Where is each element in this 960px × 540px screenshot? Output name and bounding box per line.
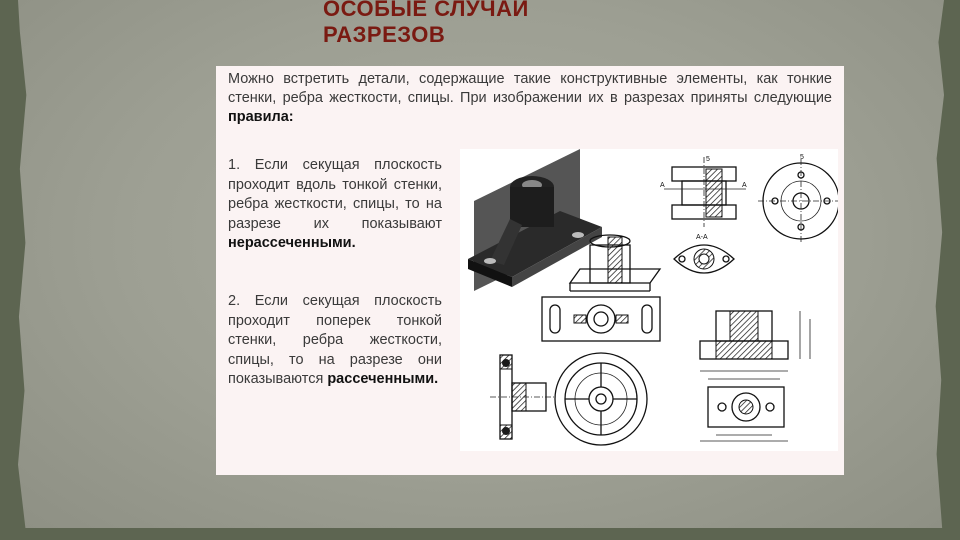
drawings-svg bbox=[460, 149, 838, 451]
rule-1 bbox=[228, 156, 442, 254]
wheel-front-view bbox=[555, 353, 647, 445]
slide-title bbox=[323, 0, 529, 48]
mark-5b-label: 5 bbox=[800, 154, 804, 161]
rule-1-text: 1. Если секущая плоскость проходит вдоль тонкой стенки, ребра жесткости, спицы, то на разрезе их показывают bbox=[228, 157, 442, 232]
intro-text: Можно встретить детали, содержащие такие конструктивные элементы, как тонкие стенки, ребра жесткости, спицы. При изображении их в разрезах приняты следующие bbox=[228, 71, 832, 106]
section-a-left: А bbox=[660, 182, 665, 189]
slide-title-line1: ОСОБЫЕ СЛУЧАИ bbox=[323, 0, 529, 21]
section-aa-label: А-А bbox=[696, 234, 708, 241]
technical-drawings bbox=[460, 149, 838, 451]
intro-paragraph bbox=[228, 70, 832, 127]
section-a-right: А bbox=[742, 182, 747, 189]
slide-title-line2: РАЗРЕЗОВ bbox=[323, 22, 446, 47]
isometric-part-drawing bbox=[468, 149, 602, 291]
flange-top-view bbox=[758, 154, 838, 243]
wheel-side-section bbox=[490, 355, 556, 439]
rule-2 bbox=[228, 292, 442, 390]
rule-2-text: 2. Если секущая плоскость проходит поперек тонкой стенки, ребра жесткости, спицы, то на разрезе они показываются bbox=[228, 293, 442, 387]
rule-2-bold: рассеченными. bbox=[327, 371, 439, 387]
section-aa-drawing bbox=[674, 234, 734, 273]
intro-bold: правила: bbox=[228, 109, 294, 125]
slotted-plate-drawing bbox=[542, 297, 660, 341]
rule-1-bold: нерассеченными. bbox=[228, 235, 356, 251]
front-section-drawing bbox=[660, 156, 747, 227]
mark-5-label: 5 bbox=[706, 156, 710, 163]
content-card bbox=[216, 66, 844, 475]
dimensioned-part-drawing bbox=[700, 311, 810, 441]
